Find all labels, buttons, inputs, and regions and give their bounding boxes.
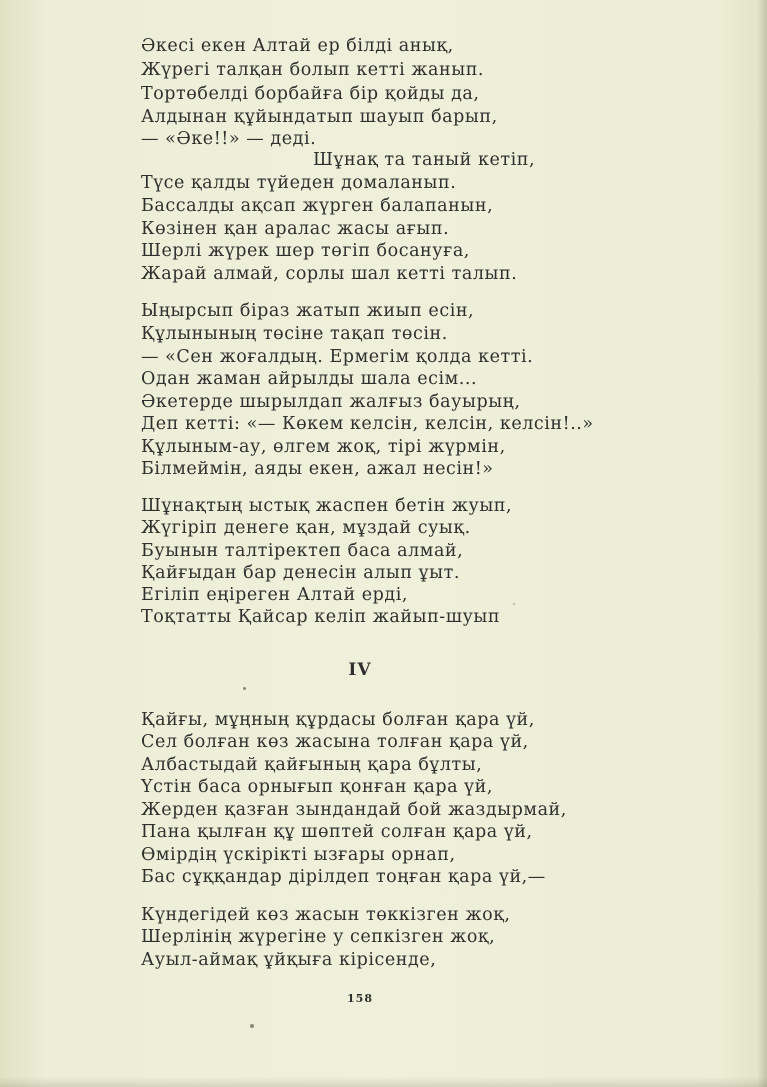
poem-line: Қайғыдан бар денесін алып ұыт.: [141, 563, 460, 583]
scan-speck: [243, 687, 246, 690]
section-heading: IV: [348, 660, 372, 680]
poem-line: Пана қылған құ шөптей солған қара үй,: [141, 822, 533, 842]
poem-line: Түсе қалды түйеден домаланып.: [141, 173, 457, 193]
scan-speck: [250, 1024, 254, 1028]
poem-line: Бассалды ақсап жүрген балапанын,: [141, 196, 494, 216]
poem-line: Албастыдай қайғының қара бұлты,: [141, 755, 483, 775]
poem-line: — «Сен жоғалдың. Ермегім қолда кетті.: [141, 347, 534, 367]
poem-line: Жүгіріп денеге қан, мұздай суық.: [141, 518, 471, 538]
poem-line: — «Әке!!» — деді.: [141, 129, 317, 149]
poem-line: Егіліп еңіреген Алтай ерді,: [141, 585, 409, 605]
page-number: 158: [347, 992, 373, 1005]
poem-line: Құлынының төсіне тақап төсін.: [141, 324, 448, 344]
poem-line: Тоқтатты Қайсар келіп жайып-шуып: [141, 607, 501, 627]
poem-line: Шерлінің жүрегіне у сепкізген жоқ,: [141, 927, 496, 947]
poem-line: Күндегідей көз жасын төккізген жоқ,: [141, 905, 511, 925]
poem-line: Буынын талтіректеп баса алмай,: [141, 541, 464, 561]
page-bottom-shadow: [0, 1077, 767, 1087]
poem-line: Тортөбелді борбайға бір қойды да,: [141, 84, 480, 104]
poem-line: Көзінен қан аралас жасы ағып.: [141, 219, 450, 239]
poem-line: Қайғы, мұңның құрдасы болған қара үй,: [141, 710, 535, 730]
poem-line: Ыңырсып біраз жатып жиып есін,: [141, 301, 475, 321]
poem-line: Үстін баса орнығып қонған қара үй,: [141, 777, 493, 797]
poem-line: Шұнақтың ыстық жаспен бетін жуып,: [141, 496, 513, 516]
poem-line: Одан жаман айрылды шала есім...: [141, 369, 478, 389]
page-edge-shadow: [757, 0, 767, 1087]
poem-line: Жарай алмай, сорлы шал кетті талып.: [141, 264, 518, 284]
poem-line: Шерлі жүрек шер төгіп босануға,: [141, 241, 470, 261]
poem-line-indented: Шұнақ та таный кетіп,: [313, 150, 536, 170]
scan-speck: [513, 603, 515, 605]
poem-line: Құлыным-ау, өлгем жоқ, тірі жүрмін,: [141, 437, 506, 457]
poem-line: Ауыл-аймақ ұйқыға кірісенде,: [141, 950, 437, 970]
poem-line: Сел болған көз жасына толған қара үй,: [141, 732, 529, 752]
poem-line: Жерден қазған зындандай бой жаздырмай,: [141, 800, 567, 820]
poem-line: Өмірдің үскірікті ызғары орнап,: [141, 845, 456, 865]
poem-line: Бас сұққандар дірілдеп тоңған қара үй,—: [141, 867, 546, 887]
poem-line: Әкетерде шырылдап жалғыз бауырың,: [141, 392, 521, 412]
poem-line: Әкесі екен Алтай ер білді анық,: [141, 36, 454, 56]
poem-line: Алдынан құйындатып шауып барып,: [141, 107, 498, 127]
poem-line: Деп кетті: «— Көкем келсін, келсін, келсін!..»: [141, 414, 594, 434]
poem-line: Білмеймін, аяды екен, ажал несін!»: [141, 459, 494, 479]
poem-line: Жүрегі талқан болып кетті жанып.: [141, 60, 485, 80]
